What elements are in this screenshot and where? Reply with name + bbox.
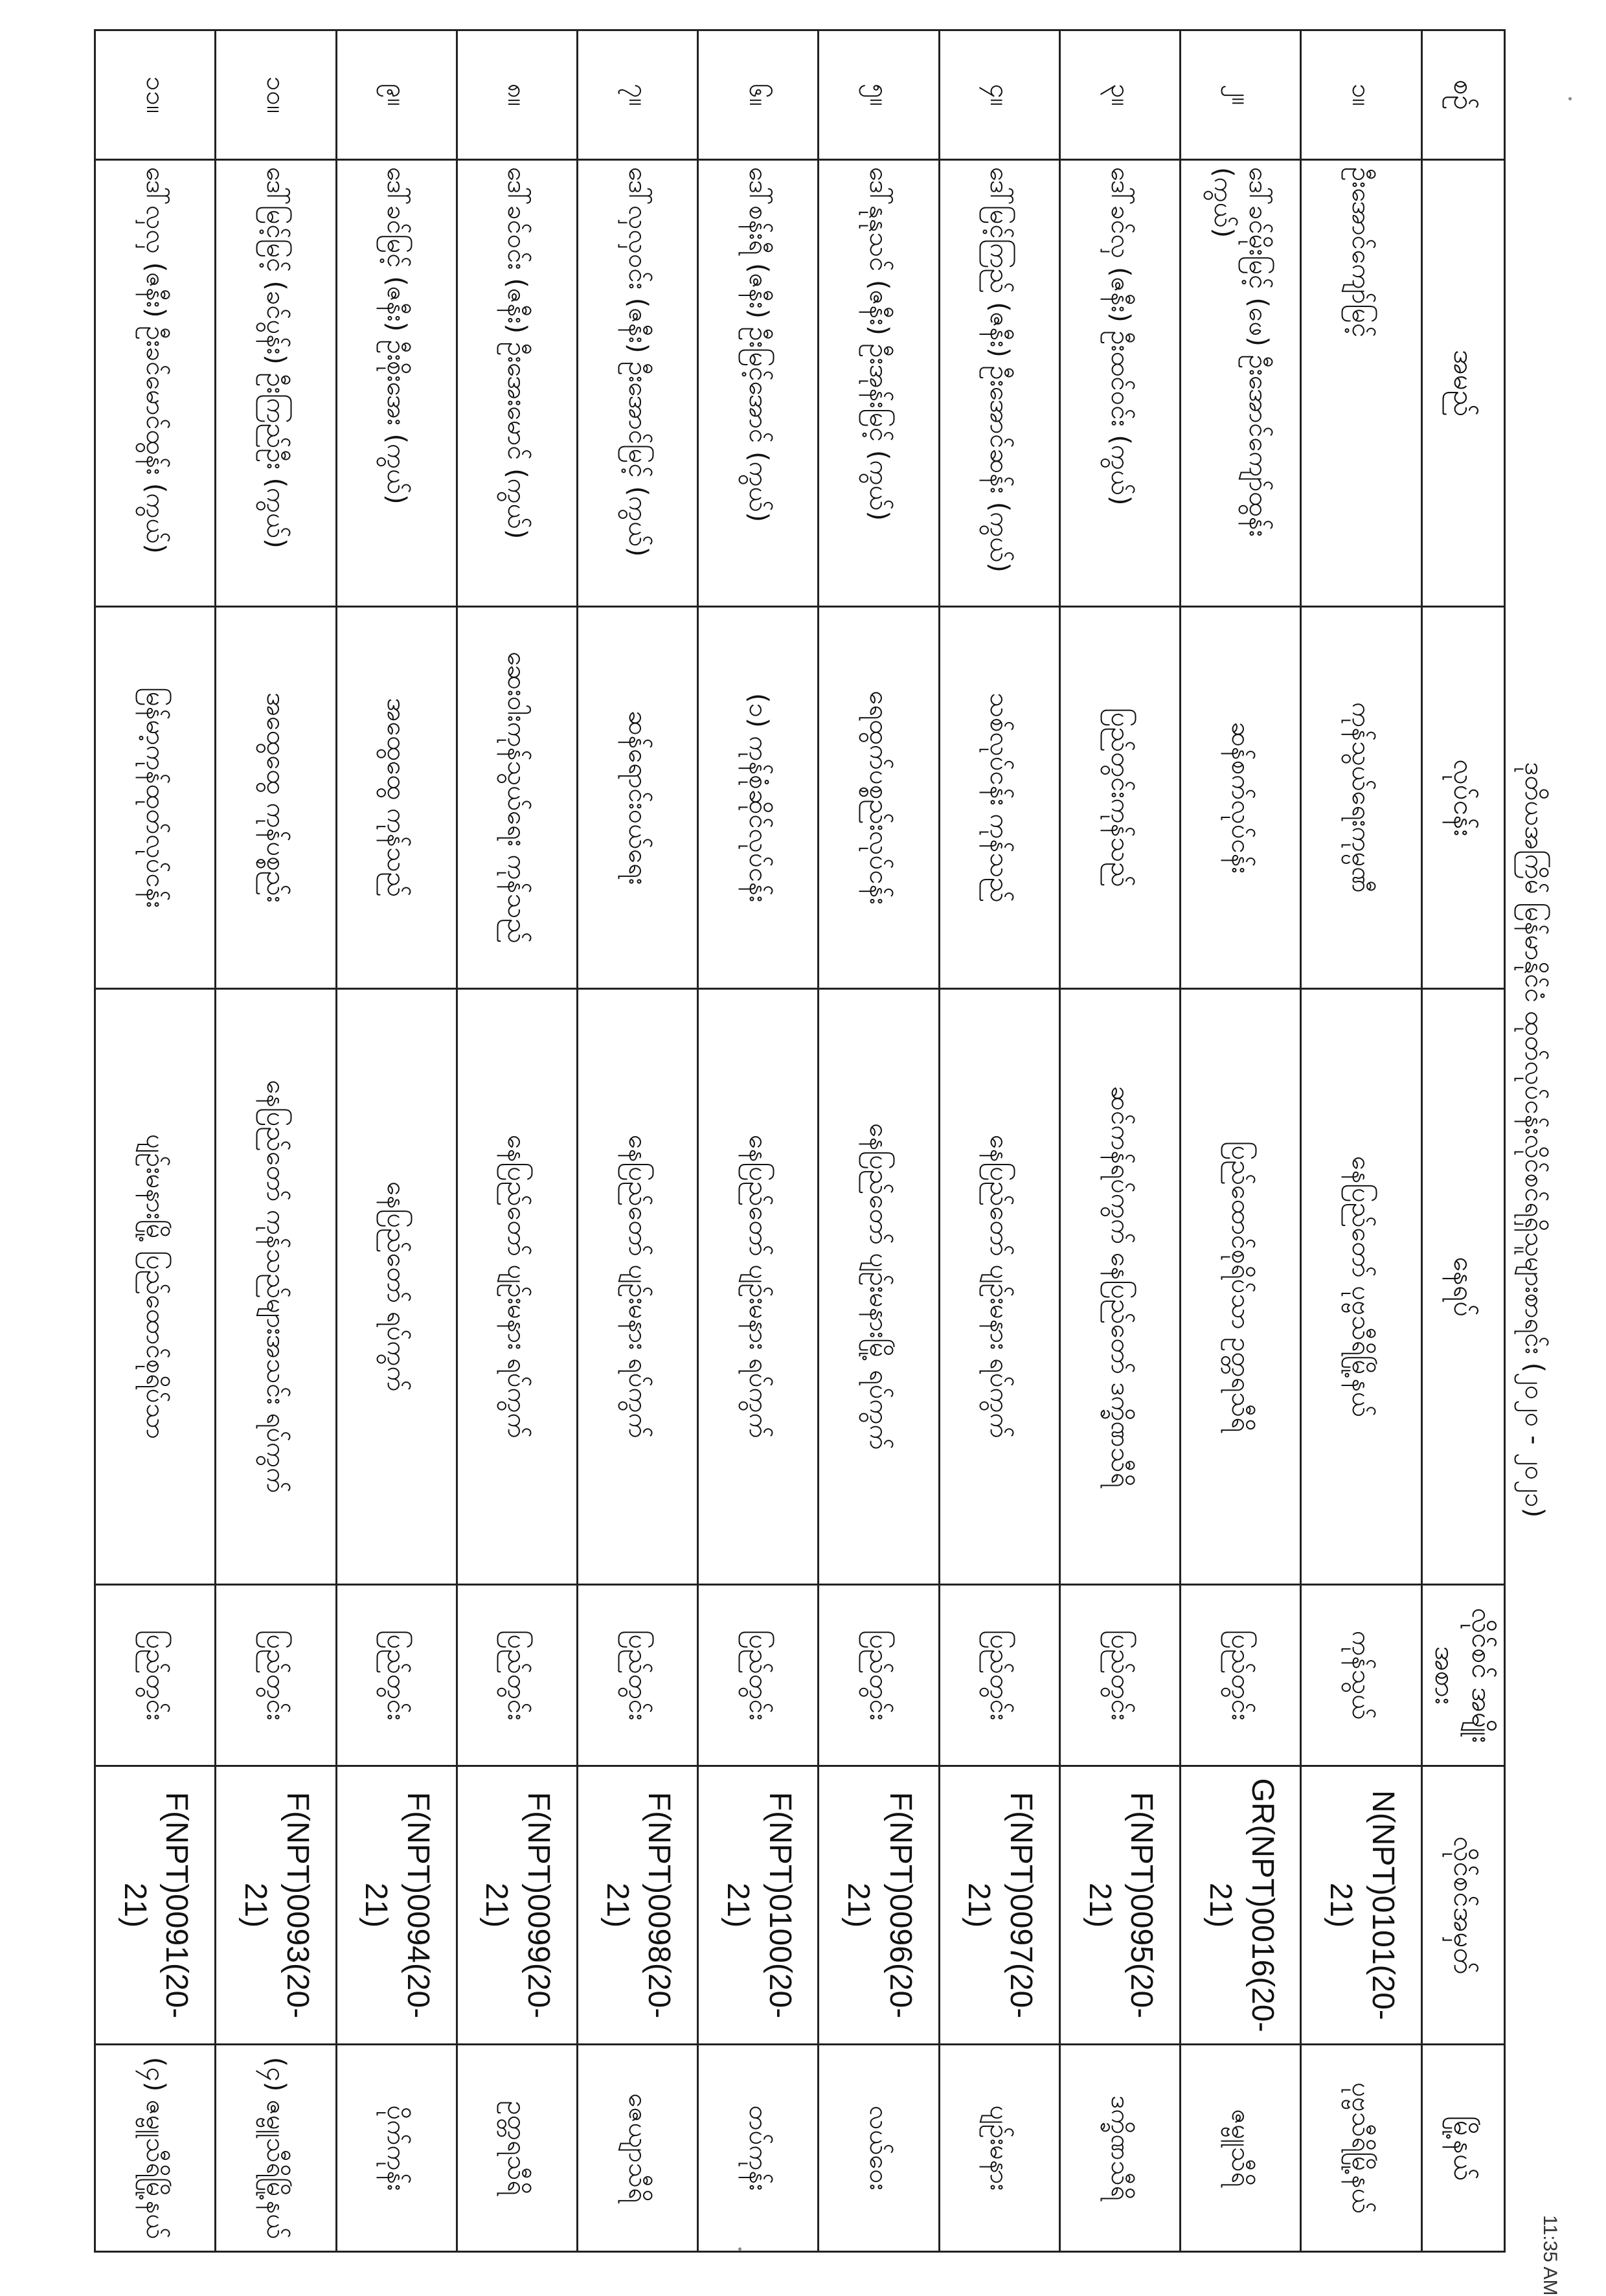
cell-name: ဒေါ်မြင့်မြင့် (ခင်ပွန်း) ဦးကြည်ဦး (ကွယ်) xyxy=(216,160,336,607)
header-row xyxy=(1421,30,1504,2252)
cell-license-no: F(NPT)0099(20-21) xyxy=(457,1766,577,2045)
table-row xyxy=(939,30,1059,2252)
rotated-sheet xyxy=(65,29,1554,2251)
table-row xyxy=(819,30,939,2252)
cell-township: (၄) ဇမ္ဗူသီရိမြို့နယ် xyxy=(95,2045,216,2252)
header-address: နေရပ် xyxy=(1421,989,1504,1585)
cell-no: ၄။ xyxy=(939,30,1059,160)
cell-no: ၇။ xyxy=(577,30,697,160)
cell-business: သစ်လုပ်ငန်း ကုန်သည် xyxy=(939,607,1059,989)
cell-business: ဆန်စက်လုပ်ငန်း xyxy=(1181,607,1301,989)
cell-address: ပြည်ထောင်စုရိပ်သာ ဥတ္တရသီရိ xyxy=(1181,989,1301,1585)
table-row xyxy=(1301,30,1421,2252)
cell-license-type: ပြည်တွင်း xyxy=(95,1585,216,1766)
table-row xyxy=(457,30,577,2252)
cell-license-type: ပြည်တွင်း xyxy=(819,1585,939,1766)
cell-township: ပိုက်ကုန်း xyxy=(336,2045,457,2252)
cell-address: နေပြည်တော် ကုန်သည်များအသင်း ရပ်ကွက် xyxy=(216,989,336,1585)
cell-name: ဒေါ်ခင်ဝင်း (ဇနီး) ဦးအေးမောင် (ကွယ်) xyxy=(457,160,577,607)
cell-license-type: ပြည်တွင်း xyxy=(1059,1585,1180,1766)
cell-no: ၂။ xyxy=(1181,30,1301,160)
header-business: လုပ်ငန်း xyxy=(1421,607,1504,989)
cell-no: ၉။ xyxy=(336,30,457,160)
cell-license-type: ပြည်တွင်း xyxy=(698,1585,819,1766)
table-row xyxy=(577,30,697,2252)
cell-no: ၅။ xyxy=(819,30,939,160)
cell-license-no: GR(NPT)0016(20-21) xyxy=(1181,1766,1301,2045)
cell-business: (၁) ကုန်စုံဆိုင်လုပ်ငန်း xyxy=(698,607,819,989)
cell-business: ဆန်ရောင်းဝယ်ရေး xyxy=(577,607,697,989)
cell-license-no: F(NPT)0094(20-21) xyxy=(336,1766,457,2045)
cell-address: ပျဉ်းမနားမြို့ ပြည်ထောင်စုရိပ်သာ xyxy=(95,989,216,1585)
cell-name: ဒေါ်ခင်လှ (ဇနီး) ဦးထင်ဝင်း (ကွယ်) xyxy=(1059,160,1180,607)
cell-address: နေပြည်တော် ပုဗ္ဗသီရိမြို့နယ် xyxy=(1301,989,1421,1585)
cell-township: (၄) ဇမ္ဗူသီရိမြို့နယ် xyxy=(216,2045,336,2252)
cell-name: ဒေါ်လှလှဝင်း (ဇနီး) ဦးအောင်မြင့် (ကွယ်) xyxy=(577,160,697,607)
cell-township: ပုဗ္ဗသီရိမြို့နယ် xyxy=(1301,2045,1421,2252)
cell-name: ဒေါ်မြင့်ကြည် (ဇနီး) ဦးအောင်ဆန်း (ကွယ်) xyxy=(939,160,1059,607)
cell-township: ဥတ္တရသီရိ xyxy=(457,2045,577,2252)
cell-license-no: F(NPT)0100(20-21) xyxy=(698,1766,819,2045)
cell-business: ကုန်သွယ်ရေးကုမ္ပဏီ xyxy=(1301,607,1421,989)
cell-license-no: N(NPT)0101(20-21) xyxy=(1301,1766,1421,2045)
cell-address: နေပြည်တော် ပျဉ်းမနား ရပ်ကွက် xyxy=(577,989,697,1585)
header-township: မြို့နယ် xyxy=(1421,2045,1504,2252)
header-license-type: လိုင်စင် အမျိုးအစား xyxy=(1421,1585,1504,1766)
cell-township: ဒက္ခိဏသီရိ xyxy=(1059,2045,1180,2252)
cell-business: ပြည်တွင်းကုန်သည် xyxy=(1059,607,1180,989)
table-row xyxy=(1181,30,1301,2252)
header-name: အမည် xyxy=(1421,160,1504,607)
cell-township: ဇေယျာသီရိ xyxy=(577,2045,697,2252)
cell-business: ရေထွက်ပစ္စည်းလုပ်ငန်း xyxy=(819,607,939,989)
cell-address: နေပြည်တော် ရပ်ကွက် xyxy=(336,989,457,1585)
cell-address: နေပြည်တော် ပျဉ်းမနား ရပ်ကွက် xyxy=(939,989,1059,1585)
cell-license-type: ပြည်တွင်း xyxy=(336,1585,457,1766)
cell-license-type: ပြည်တွင်း xyxy=(457,1585,577,1766)
cell-no: ၃။ xyxy=(1059,30,1180,160)
cell-township: ပျဉ်းမနား xyxy=(939,2045,1059,2252)
cell-township: တပ်ကုန်း xyxy=(698,2045,819,2252)
cell-license-no: F(NPT)0095(20-21) xyxy=(1059,1766,1180,2045)
cell-address: ဆင်ကန်ရပ်ကွက် နေပြည်တော် ဒက္ခိဏသီရိ xyxy=(1059,989,1180,1585)
cell-license-type: ပြည်တွင်း xyxy=(577,1585,697,1766)
license-table xyxy=(94,29,1506,2253)
cell-name: ဒေါ်လှလှ (ဇနီး) ဦးခင်မောင်ထွန်း (ကွယ်) xyxy=(95,160,216,607)
cell-license-type: ပြည်တွင်း xyxy=(216,1585,336,1766)
cell-license-type: ပြည်တွင်း xyxy=(1181,1585,1301,1766)
cell-business: အထွေထွေ ကုန်သည် xyxy=(336,607,457,989)
cell-township: ဇမ္ဗူသီရိ xyxy=(1181,2045,1301,2252)
cell-license-no: F(NPT)0097(20-21) xyxy=(939,1766,1059,2045)
scan-speck xyxy=(1568,97,1572,100)
table-row xyxy=(95,30,216,2252)
cell-no: ၈။ xyxy=(457,30,577,160)
cell-license-type: ပြည်တွင်း xyxy=(939,1585,1059,1766)
table-row xyxy=(1059,30,1180,2252)
cell-name: ဒေါ်စန်းရီ (ဇနီး) ဦးမြင့်အောင် (ကွယ်) xyxy=(698,160,819,607)
cell-license-no: F(NPT)0096(20-21) xyxy=(819,1766,939,2045)
cell-business: မြန်မာ့ကုန်ထုတ်လုပ်ငန်း xyxy=(95,607,216,989)
cell-license-no: F(NPT)0091(20-21) xyxy=(95,1766,216,2045)
table-row xyxy=(698,30,819,2252)
cell-license-no: F(NPT)0098(20-21) xyxy=(577,1766,697,2045)
cell-no: ၁၀။ xyxy=(216,30,336,160)
cell-no: ၆။ xyxy=(698,30,819,160)
cell-address: နေပြည်တော် ပျဉ်းမနားမြို့ ရပ်ကွက် xyxy=(819,989,939,1585)
header-no: စဉ် xyxy=(1421,30,1504,160)
cell-no: ၁၁။ xyxy=(95,30,216,160)
scan-timestamp: 11:35 AM xyxy=(1539,2215,1561,2296)
cell-name: ဒေါ်ခင်မြင့် (ဇနီး) ဦးစိုးအေး (ကွယ်) xyxy=(336,160,457,607)
cell-business: အထွေထွေ ကုန်ပစ္စည်း xyxy=(216,607,336,989)
cell-business: ဆေးဝါးကုန်သွယ်ရေး ကုန်သည် xyxy=(457,607,577,989)
cell-license-type: ကုန်သွယ် xyxy=(1301,1585,1421,1766)
cell-name: ဒေါ်ခင်မိုးမြင့် (ဖေ) ဦးအောင်ကျော်ထွန်း (ကွယ်) xyxy=(1181,160,1301,607)
cell-license-no: F(NPT)0093(20-21) xyxy=(216,1766,336,2045)
cell-address: နေပြည်တော် ပျဉ်းမနား ရပ်ကွက် xyxy=(457,989,577,1585)
cell-name: ဦးအောင်ကျော်မြင့် xyxy=(1301,160,1421,607)
header-license-no: လိုင်စင်အမှတ် xyxy=(1421,1766,1504,2045)
cell-township: လယ်ဝေး xyxy=(819,2045,939,2252)
cell-name: ဒေါ်နုနုသင် (ဇနီး) ဦးအုန်းမြင့် (ကွယ်) xyxy=(819,160,939,607)
cell-address: နေပြည်တော် ပျဉ်းမနား ရပ်ကွက် xyxy=(698,989,819,1585)
cell-no: ၁။ xyxy=(1301,30,1421,160)
table-row xyxy=(216,30,336,2252)
table-row xyxy=(336,30,457,2252)
document-title: ဒုတိယအကြိမ် မြန်မာနိုင်ငံ ထုတ်လုပ်ငန်းလိုင်စင်ရရှိသူများစာရင်း (၂၀၂၀ - ၂၀၂၁) xyxy=(1519,762,1549,1518)
